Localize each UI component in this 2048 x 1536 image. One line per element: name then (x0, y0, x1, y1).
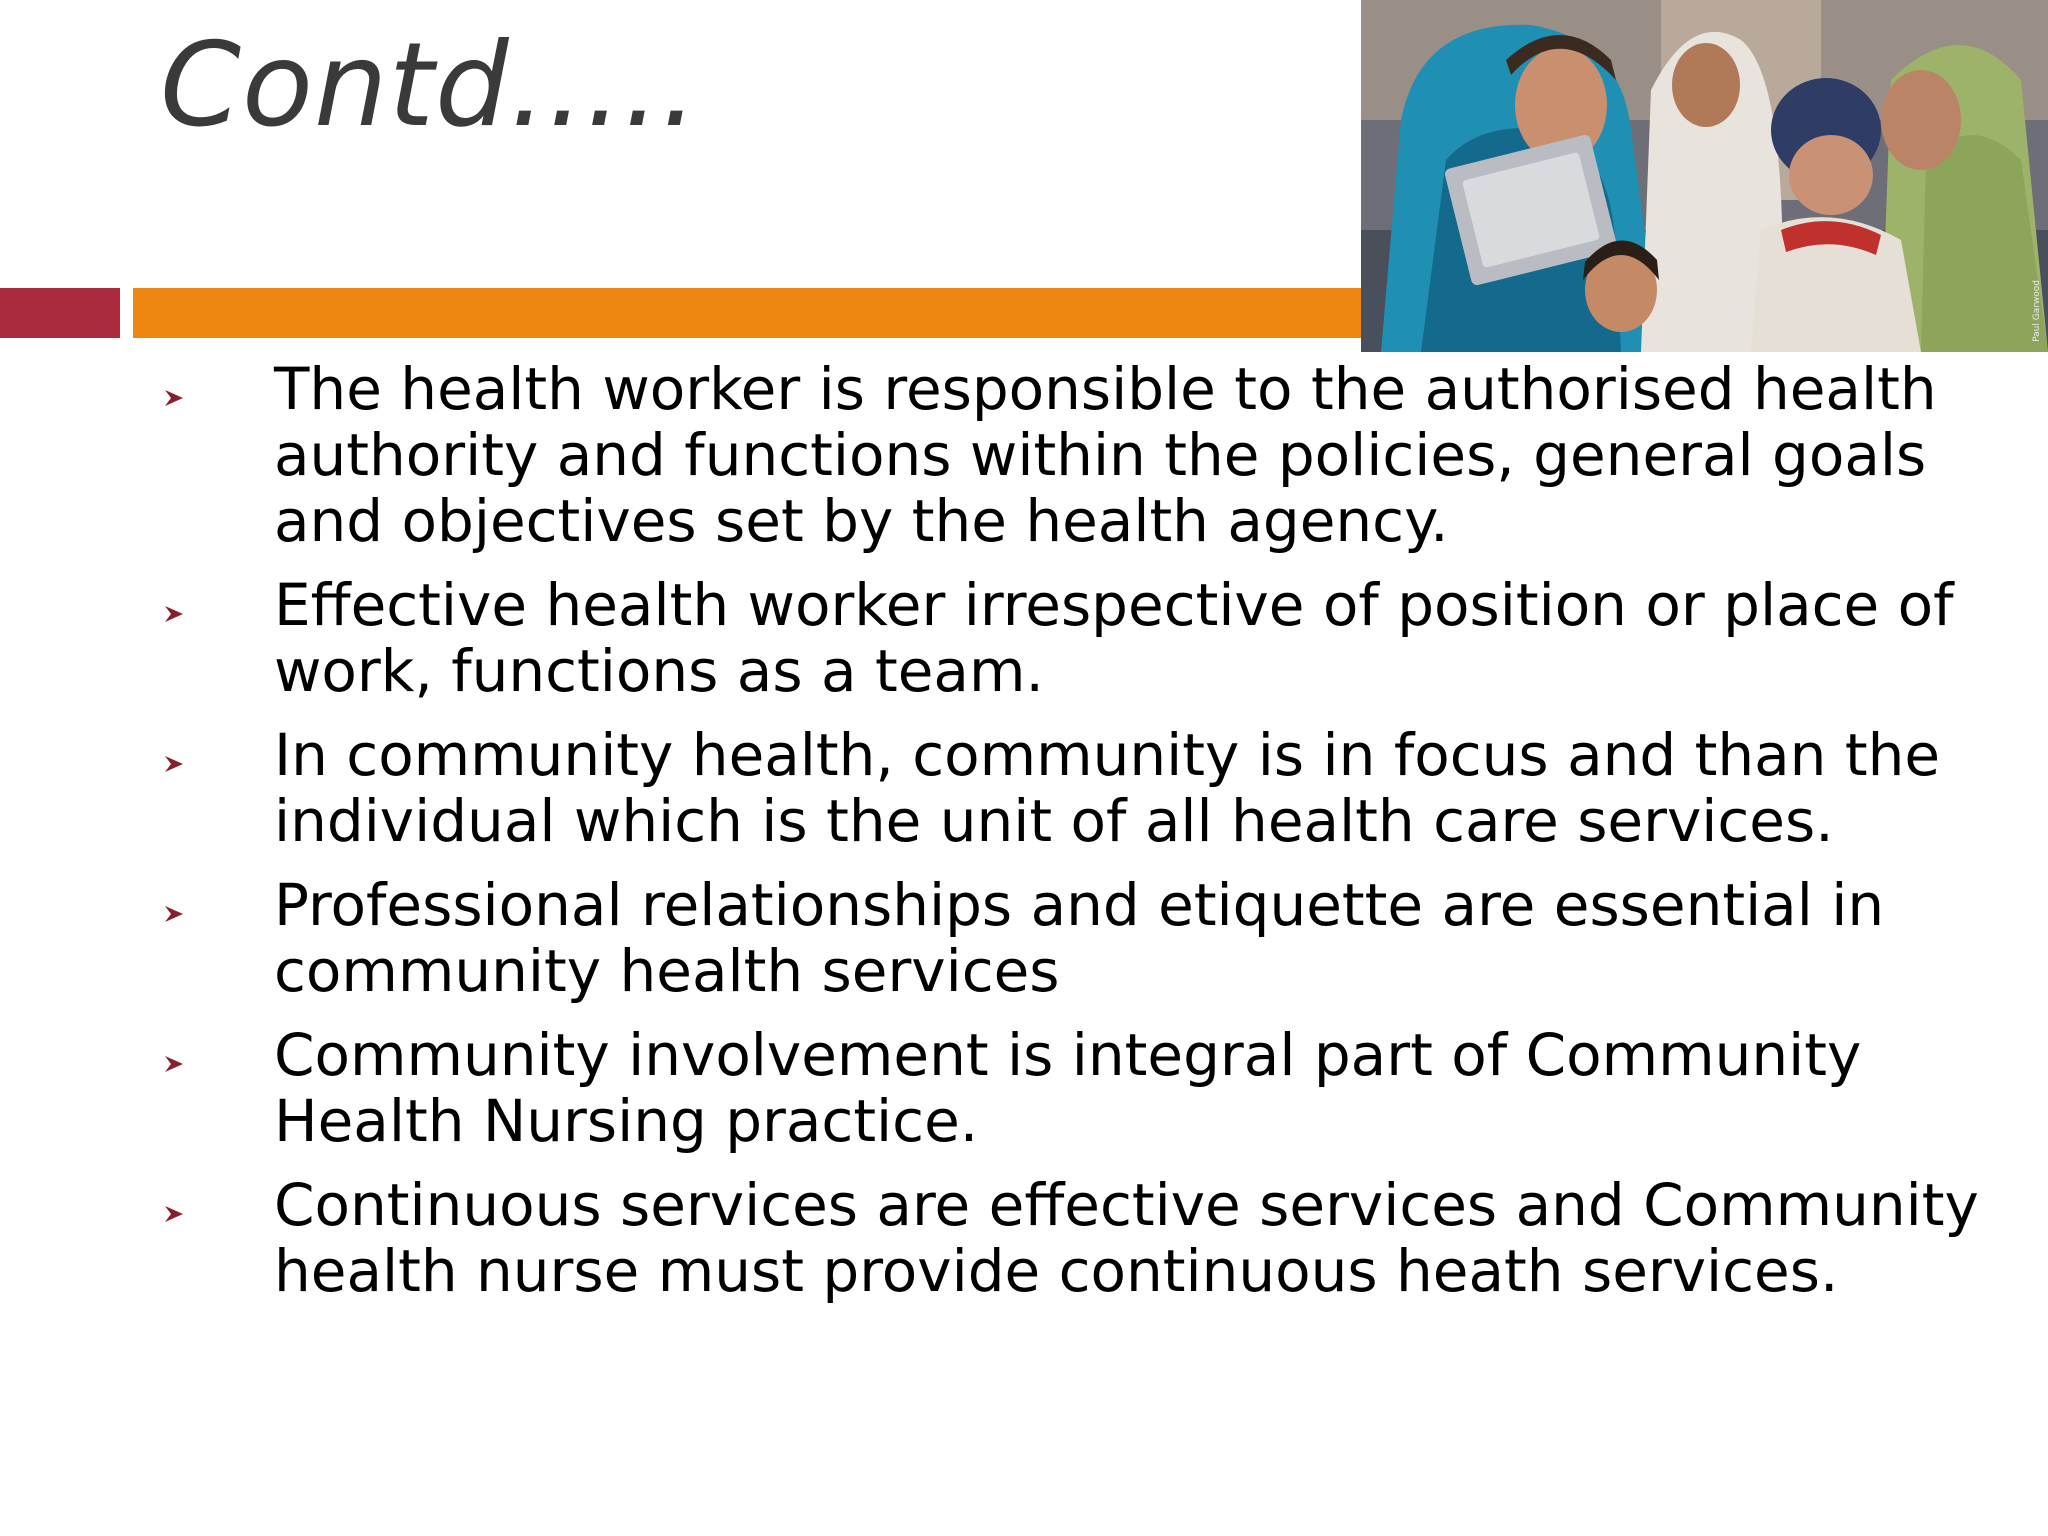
bullet-item (150, 1022, 2010, 1154)
photo-illustration (1361, 0, 2048, 352)
bullet-text: Effective health worker irrespective of position or place of work, functions as a team. (274, 571, 1954, 705)
bullet-text: Professional relationships and etiquette are essential in community health services (274, 871, 1885, 1005)
bullet-item (150, 572, 2010, 704)
accent-block-left (0, 288, 120, 338)
slide-title: Contd..... (160, 18, 699, 153)
bullet-text: The health worker is responsible to the authorised health authority and functions within the policies, general goals and objectives set by the health agency. (274, 355, 1937, 555)
bullet-item (150, 722, 2010, 854)
bullet-item (150, 872, 2010, 1004)
bullet-list (150, 356, 2010, 1322)
bullet-item (150, 356, 2010, 554)
bullet-text: Community involvement is integral part of Community Health Nursing practice. (274, 1021, 1862, 1155)
bullet-item (150, 1172, 2010, 1304)
arrow-bullet-icon (162, 1052, 186, 1076)
arrow-bullet-icon (162, 1202, 186, 1226)
arrow-bullet-icon (162, 902, 186, 926)
arrow-bullet-icon (162, 752, 186, 776)
arrow-bullet-icon (162, 602, 186, 626)
photo-credit: Paul Garwood (2032, 280, 2042, 342)
accent-bar (133, 288, 1361, 338)
arrow-bullet-icon (162, 386, 186, 410)
bullet-text: Continuous services are effective services and Community health nurse must provide continuous heath services. (274, 1171, 1979, 1305)
community-health-photo (1361, 0, 2048, 352)
bullet-text: In community health, community is in focus and than the individual which is the unit of all health care services. (274, 721, 1941, 855)
